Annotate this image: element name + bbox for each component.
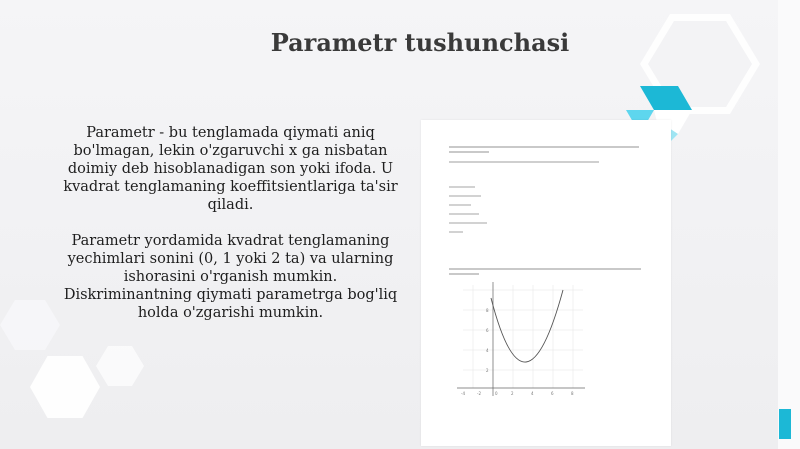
- document-image: [421, 120, 671, 446]
- y-tick: 8: [486, 308, 489, 313]
- decorative-hexagon-left-top: [0, 300, 60, 350]
- parabola-graph: [453, 280, 589, 400]
- x-tick: 2: [511, 391, 514, 396]
- paragraph-usage: Parametr yordamida kvadrat tenglamaning yechimlari sonini (0, 1 yoki 2 ta) va ularning ishorasini o'rganish mumkin. Diskriminantning qiymati parametrga bog'liq holda o'zgarishi mumkin.: [63, 233, 398, 321]
- x-tick: -4: [461, 391, 465, 396]
- doc-options: [449, 186, 487, 233]
- decorative-hexagon-left-small: [96, 346, 144, 386]
- x-tick: 8: [571, 391, 574, 396]
- y-tick: 2: [486, 368, 489, 373]
- slide-title: Parametr tushunchasi: [270, 28, 570, 57]
- y-tick: 4: [486, 348, 489, 353]
- paragraph-definition: Parametr - bu tenglamada qiymati aniq bo'lmagan, lekin o'zgaruvchi x ga nisbatan doimiy deb hisoblanadigan son yoki ifoda. U kvadrat tenglamaning koeffitsientlariga ta'sir qiladi.: [63, 125, 398, 213]
- y-tick: 6: [486, 328, 489, 333]
- x-tick: 6: [551, 391, 554, 396]
- teal-accent-bar: [779, 409, 791, 439]
- x-tick: 4: [531, 391, 534, 396]
- doc-text-block: [449, 146, 645, 163]
- doc-question-text: [449, 268, 645, 275]
- decorative-hexagon-left-large: [30, 356, 100, 418]
- slide-edge-strip: [778, 0, 800, 449]
- x-tick: -2: [477, 391, 481, 396]
- x-tick: 0: [495, 391, 498, 396]
